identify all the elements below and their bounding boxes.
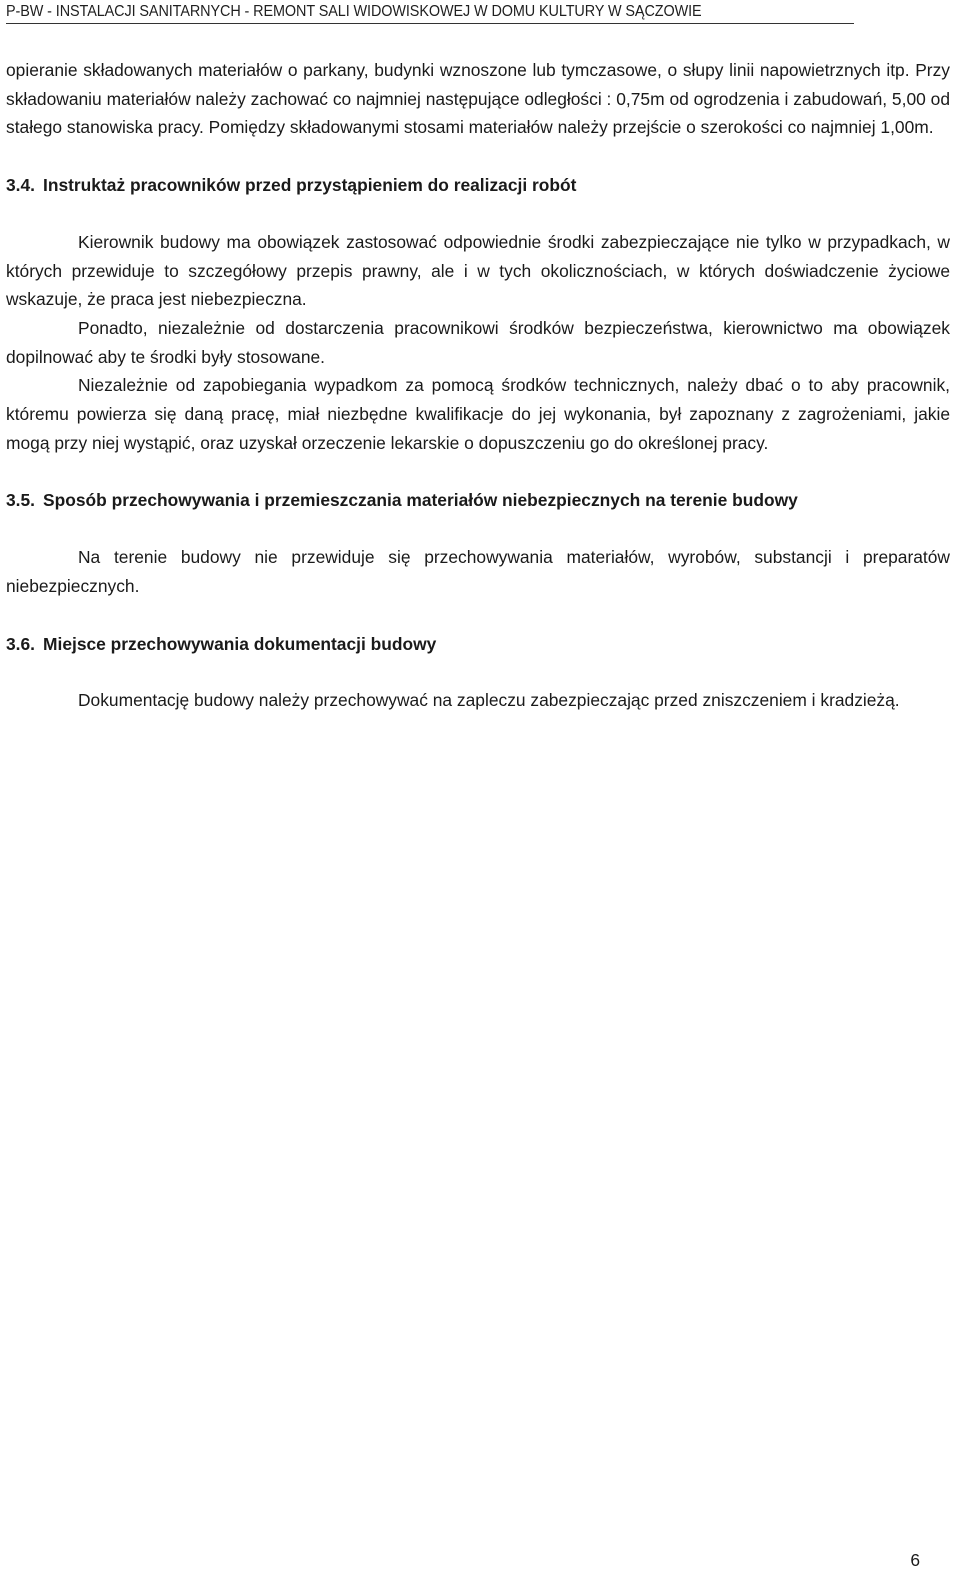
- section-3-6-paragraph-1: Dokumentację budowy należy przechowywać na zapleczu zabezpieczając przed zniszczeniem i kradzieżą.: [78, 690, 900, 711]
- section-title: Instruktaż pracowników przed przystąpieniem do realizacji robót: [43, 175, 577, 196]
- section-3-4-paragraph-3: Niezależnie od zapobiegania wypadkom za pomocą środków technicznych, należy dbać o to aby pracownik, któremu powierza się daną pracę, miał niezbędne kwalifikacje do jej wykonania, był zapoznany z zagrożeniami, jakie mogą przy niej wystąpić, oraz uzyskał orzeczenie lekarskie o dopuszczeniu go do określonej pracy.: [6, 375, 950, 453]
- section-heading-3-4: [6, 171, 950, 200]
- page-number: 6: [910, 1550, 920, 1570]
- section-number: 3.6.: [6, 633, 36, 654]
- spacer: [6, 658, 950, 686]
- section-number: 3.5.: [6, 490, 36, 511]
- spacer: [6, 515, 950, 543]
- running-header: P-BW - INSTALACJI SANITARNYCH - REMONT SALI WIDOWISKOWEJ W DOMU KULTURY W SĄCZOWIE: [6, 3, 702, 20]
- section-number: 3.4.: [6, 175, 36, 196]
- spacer: [6, 200, 950, 228]
- section-3-5-paragraph-1: Na terenie budowy nie przewiduje się przechowywania materiałów, wyrobów, substancji i preparatów niebezpiecznych.: [6, 547, 950, 596]
- page-content: [6, 56, 950, 715]
- section-title: Miejsce przechowywania dokumentacji budowy: [43, 633, 437, 654]
- header-rule: [6, 23, 854, 24]
- spacer: [6, 601, 950, 630]
- section-3-4-paragraph-2: Ponadto, niezależnie od dostarczenia pracownikowi środków bezpieczeństwa, kierownictwo ma obowiązek dopilnować aby te środki były stosowane.: [6, 317, 950, 367]
- spacer: [6, 142, 950, 171]
- section-heading-3-5: [6, 486, 950, 515]
- section-title: Sposób przechowywania i przemieszczania materiałów niebezpiecznych na terenie budowy: [43, 490, 798, 511]
- section-3-4-paragraph-1: Kierownik budowy ma obowiązek zastosować odpowiednie środki zabezpieczające nie tylko w przypadkach, w których przewiduje to szczegółowy przepis prawny, ale i w tych okolicznościach, w których doświadczenie życiowe wskazuje, że praca jest niebezpieczna.: [6, 231, 950, 310]
- section-heading-3-6: [6, 630, 950, 659]
- intro-paragraph: opieranie składowanych materiałów o parkany, budynki wznoszone lub tymczasowe, o słupy linii napowietrznych itp. Przy składowaniu materiałów należy zachować co najmniej następujące odległości : 0,75m od ogrodzenia i zabudowań, 5,00 od stałego stanowiska pracy. Pomiędzy składowanymi stosami materiałów należy przejście o szerokości co najmniej 1,00m.: [6, 60, 950, 138]
- spacer: [6, 457, 950, 486]
